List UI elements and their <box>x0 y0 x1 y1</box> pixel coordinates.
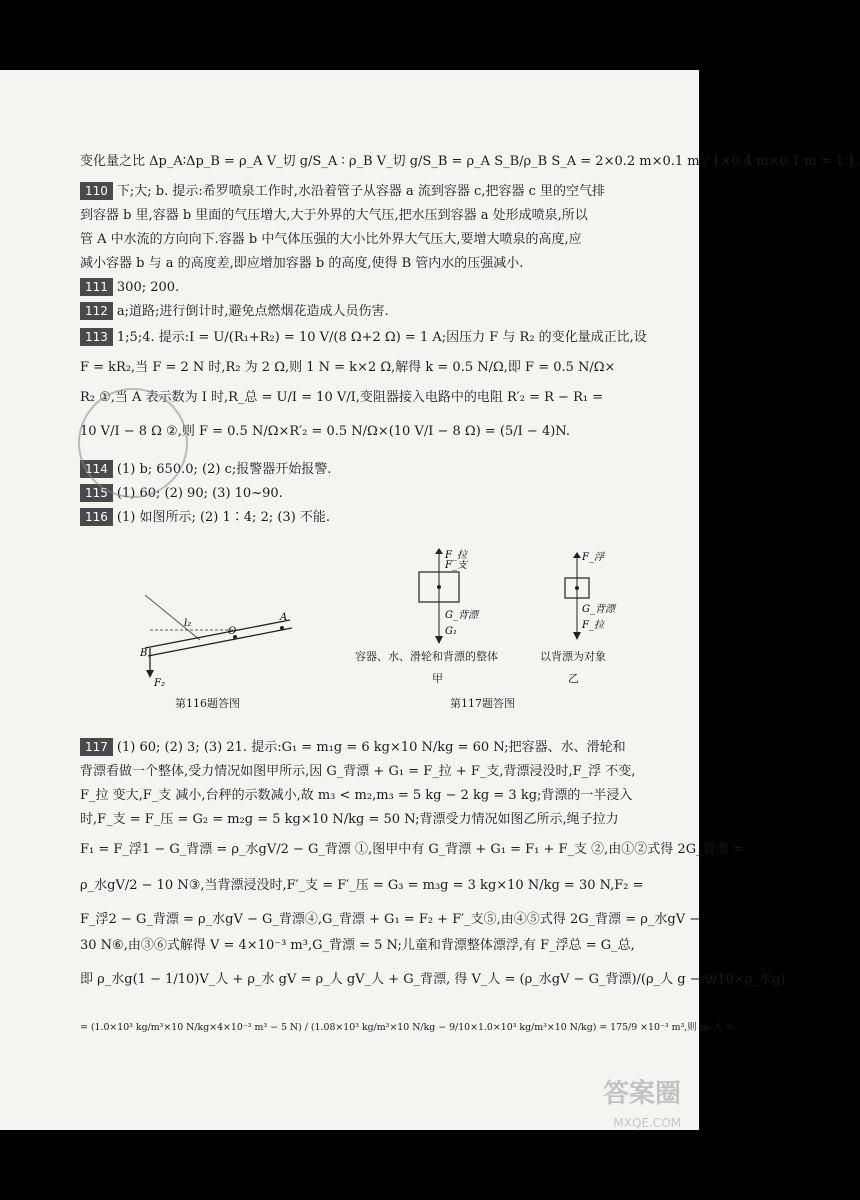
figure-117-jia-diagram <box>405 548 478 648</box>
watermark-url: MXQE.COM <box>613 1116 681 1130</box>
label-l2: l₂ <box>184 618 192 629</box>
problem-117-line-1 <box>80 738 626 758</box>
problem-number-badge: 111 <box>80 278 113 296</box>
figure-116-caption: 第116题答图 <box>175 697 240 710</box>
problem-116-line <box>80 508 330 528</box>
problem-117-line-5: F₁ = F_浮1 − G_背漂 = ρ_水gV/2 − G_背漂 ①,图甲中有 G_背漂 + G₁ = F₁ + F_支 ②,由①②式得 2G_背漂 = <box>80 842 744 857</box>
arrowhead <box>435 548 443 554</box>
line-text: (1) 60; (2) 3; (3) 21. 提示:G₁ = m₁g = 6 kg×10 N/kg = 60 N;把容器、水、滑轮和 <box>116 740 626 755</box>
problem-113-line-1 <box>80 328 647 348</box>
problem-number-badge: 114 <box>80 460 113 478</box>
problem-117-line-3: F_拉 变大,F_支 减小,台秤的示数减小,故 m₃ < m₂,m₃ = 5 kg − 2 kg = 3 kg;背漂的一半浸入 <box>80 788 633 803</box>
problem-117-line-6: ρ_水gV/2 − 10 N③,当背漂浸没时,F′_支 = F′_压 = G₃ = m₃g = 3 kg×10 N/kg = 30 N,F₂ = <box>80 878 644 893</box>
problem-113-line-4: 10 V/I − 8 Ω ②,则 F = 0.5 N/Ω×R′₂ = 0.5 N/Ω×(10 V/I − 8 Ω) = (5/I − 4)N. <box>80 424 570 439</box>
label-g-beipiao: G_背漂 <box>445 610 478 621</box>
problem-number-badge: 110 <box>80 182 113 200</box>
label-f2: F₂ <box>154 678 165 689</box>
line-text: 下;大; b. 提示:希罗喷泉工作时,水沿着管子从容器 a 流到容器 c,把容器 c 里的空气排 <box>116 184 606 199</box>
bottom-black-bar <box>0 1130 699 1200</box>
label-o: O <box>228 626 237 637</box>
label-f-la: F_拉 <box>445 550 467 561</box>
line-text: a;道路;进行倒计时,避免点燃烟花造成人员伤害. <box>116 304 389 319</box>
figure-116-lever-diagram <box>140 590 300 690</box>
problem-110-line-4: 减小容器 b 与 a 的高度差,即应增加容器 b 的高度,使得 B 管内水的压强减小. <box>80 256 524 271</box>
arrowhead <box>573 552 581 558</box>
figure-117-caption: 第117题答图 <box>450 697 515 710</box>
problem-112-line <box>80 302 389 322</box>
line-text: (1) 如图所示; (2) 1∶4; 2; (3) 不能. <box>116 510 331 525</box>
label-f-zhi: F_支 <box>445 560 467 571</box>
label-a: A <box>280 612 288 623</box>
problem-number-badge: 117 <box>80 738 113 756</box>
arrowhead <box>573 632 581 640</box>
figure-117-yi-caption: 以背漂为对象 <box>540 650 606 663</box>
label-f-la: F_拉 <box>582 620 604 631</box>
problem-110-line-1 <box>80 182 605 202</box>
problem-number-badge: 112 <box>80 302 113 320</box>
label-b: B <box>140 648 148 659</box>
label-g-beipiao: G_背漂 <box>582 604 615 615</box>
problem-number-badge: 116 <box>80 508 113 526</box>
arrowhead <box>146 670 154 678</box>
line-text: 1;5;4. 提示:I = U/(R₁+R₂) = 10 V/(8 Ω+2 Ω) = 1 A;因压力 F 与 R₂ 的变化量成正比,设 <box>116 330 647 345</box>
figure-117-yi-diagram <box>555 548 615 648</box>
problem-117-line-10: = (1.0×10³ kg/m³×10 N/kg×4×10⁻³ m³ − 5 N) / (1.08×10³ kg/m³×10 N/kg − 9/10×1.0×10³ kg/m³×10 N/kg) = 175/9 ×10⁻³ m³,则 m_人 = <box>80 1022 734 1033</box>
document-page <box>0 70 860 1130</box>
problem-117-line-7: F_浮2 − G_背漂 = ρ_水gV − G_背漂④,G_背漂 + G₁ = F₂ + F′_支⑤,由④⑤式得 2G_背漂 = ρ_水gV − <box>80 912 701 927</box>
wall-line <box>145 595 200 640</box>
problem-113-line-2: F = kR₂,当 F = 2 N 时,R₂ 为 2 Ω,则 1 N = k×2 Ω,解得 k = 0.5 N/Ω,即 F = 0.5 N/Ω× <box>80 360 616 375</box>
label-f-fu: F_浮 <box>582 552 604 563</box>
arrowhead <box>435 636 443 644</box>
line-text: (1) b; 650.0; (2) c;报警器开始报警. <box>116 462 332 477</box>
problem-111-line <box>80 278 179 298</box>
problem-117-line-8: 30 N⑥,由③⑥式解得 V = 4×10⁻³ m³,G_背漂 = 5 N;儿童和背漂整体漂浮,有 F_浮总 = G_总, <box>80 938 635 953</box>
lever-bar <box>145 620 292 656</box>
figure-117-yi-label: 乙 <box>568 672 579 685</box>
problem-number-badge: 113 <box>80 328 113 346</box>
label-g1: G₁ <box>445 626 457 637</box>
top-black-bar <box>0 0 699 70</box>
problem-117-line-9: 即 ρ_水g(1 − 1/10)V_人 + ρ_水 gV = ρ_人 gV_人 + G_背漂, 得 V_人 = (ρ_水gV − G_背漂)/(ρ_人 g − 9/10×ρ_水g) <box>80 972 786 987</box>
watermark-corner-logo: 答案圈 <box>602 1079 681 1109</box>
problem-110-line-3: 管 A 中水流的方向向下.容器 b 中气体压强的大小比外界大气压大,要增大喷泉的高度,应 <box>80 232 582 247</box>
line-text: (1) 60; (2) 90; (3) 10~90. <box>116 486 283 501</box>
line-text: 300; 200. <box>116 280 180 295</box>
problem-117-line-2: 背漂看做一个整体,受力情况如图甲所示,因 G_背漂 + G₁ = F_拉 + F_支,背漂浸没时,F_浮 不变, <box>80 764 636 779</box>
problem-110-line-2: 到容器 b 里,容器 b 里面的气压增大,大于外界的大气压,把水压到容器 a 处形成喷泉,所以 <box>80 208 588 223</box>
point-a <box>280 626 284 630</box>
figure-117-jia-caption: 容器、水、滑轮和背漂的整体 <box>355 650 498 663</box>
problem-113-line-3: R₂ ①,当 A 表示数为 I 时,R_总 = U/I = 10 V/I,变阻器接入电路中的电阻 R′₂ = R − R₁ = <box>80 390 604 405</box>
problem-number-badge: 115 <box>80 484 113 502</box>
problem-117-line-4: 时,F_支 = F_压 = G₂ = m₂g = 5 kg×10 N/kg = 50 N;背漂受力情况如图乙所示,绳子拉力 <box>80 812 619 827</box>
text-line-1: 变化量之比 Δp_A∶Δp_B = ρ_A V_切 g/S_A ∶ ρ_B V_切 g/S_B = ρ_A S_B/ρ_B S_A = 2×0.2 m×0.1 m / 1×0.4 m×0.1 m = 1∶1. <box>80 154 860 169</box>
figure-117-jia-label: 甲 <box>432 672 443 685</box>
